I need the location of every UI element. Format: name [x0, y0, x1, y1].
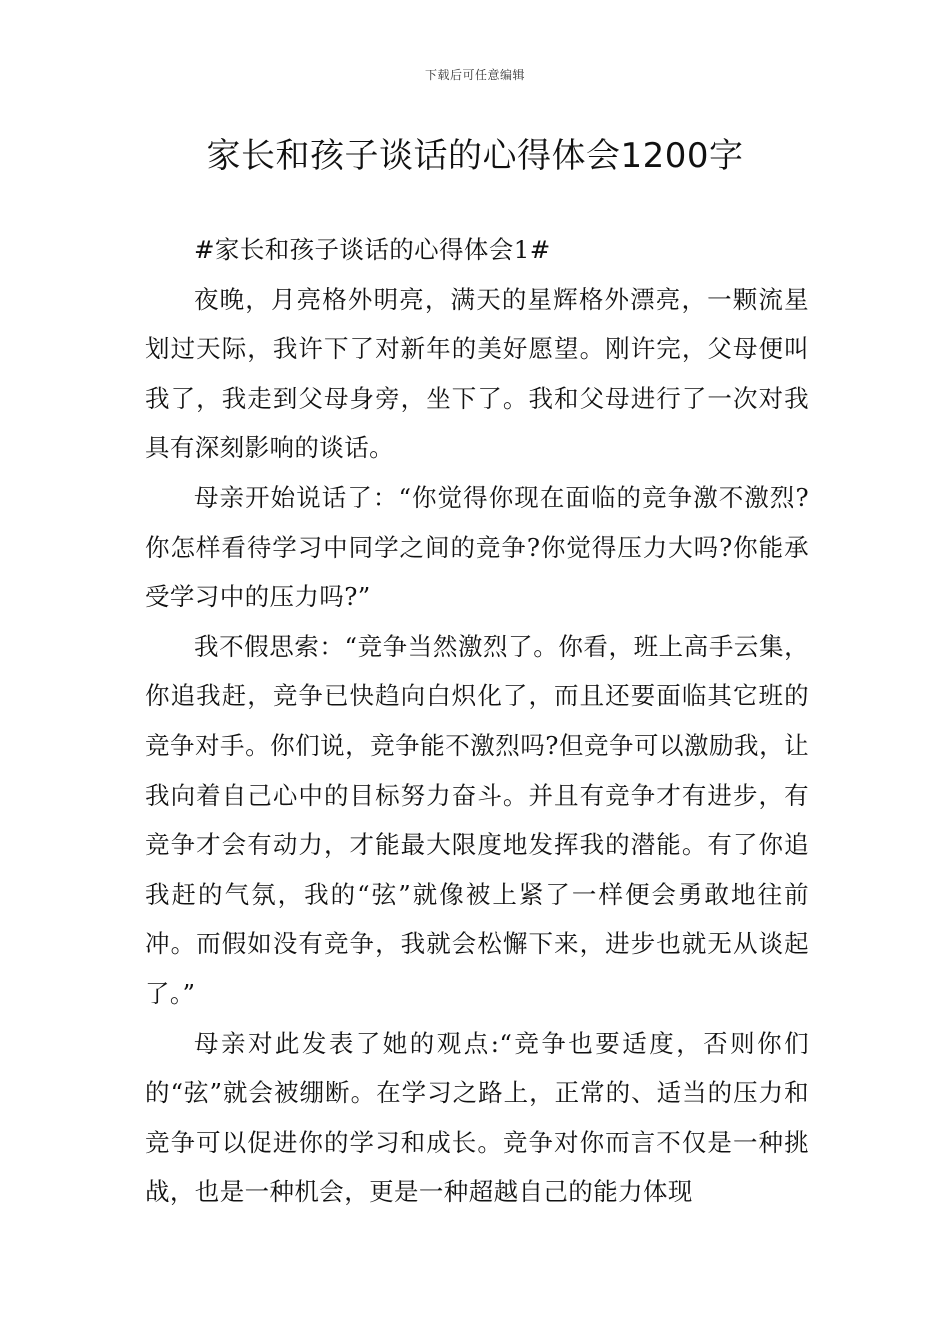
paragraph: 夜晚，月亮格外明亮，满天的星辉格外漂亮，一颗流星划过天际，我许下了对新年的美好愿望。刚许完，父母便叫我了，我走到父母身旁，坐下了。我和父母进行了一次对我具有深刻影响的谈话。 — [145, 284, 809, 463]
paragraph: 母亲对此发表了她的观点:“竞争也要适度，否则你们的“弦”就会被绷断。在学习之路上，正常的、适当的压力和竞争可以促进你的学习和成长。竞争对你而言不仅是一种挑战，也是一种机会，更是一种超越自己的能力体现 — [145, 1028, 809, 1207]
document-title: 家长和孩子谈话的心得体会1200字 — [206, 136, 744, 176]
header-note: 下载后可任意编辑 — [424, 68, 525, 82]
document-body — [145, 225, 809, 1217]
paragraph: 母亲开始说话了：“你觉得你现在面临的竞争激不激烈?你怎样看待学习中同学之间的竞争?你觉得压力大吗?你能承受学习中的压力吗?” — [145, 482, 809, 612]
section-heading: #家长和孩子谈话的心得体会1# — [194, 235, 551, 264]
paragraph: 我不假思索：“竞争当然激烈了。你看，班上高手云集，你追我赶，竞争已快趋向白炽化了，而且还要面临其它班的竞争对手。你们说，竞争能不激烈吗?但竞争可以激励我，让我向着自己心中的目标努力奋斗。并且有竞争才有进步，有竞争才会有动力，才能最大限度地发挥我的潜能。有了你追我赶的气氛，我的“弦”就像被上紧了一样便会勇敢地往前冲。而假如没有竞争，我就会松懈下来，进步也就无从谈起了。” — [145, 631, 809, 1008]
